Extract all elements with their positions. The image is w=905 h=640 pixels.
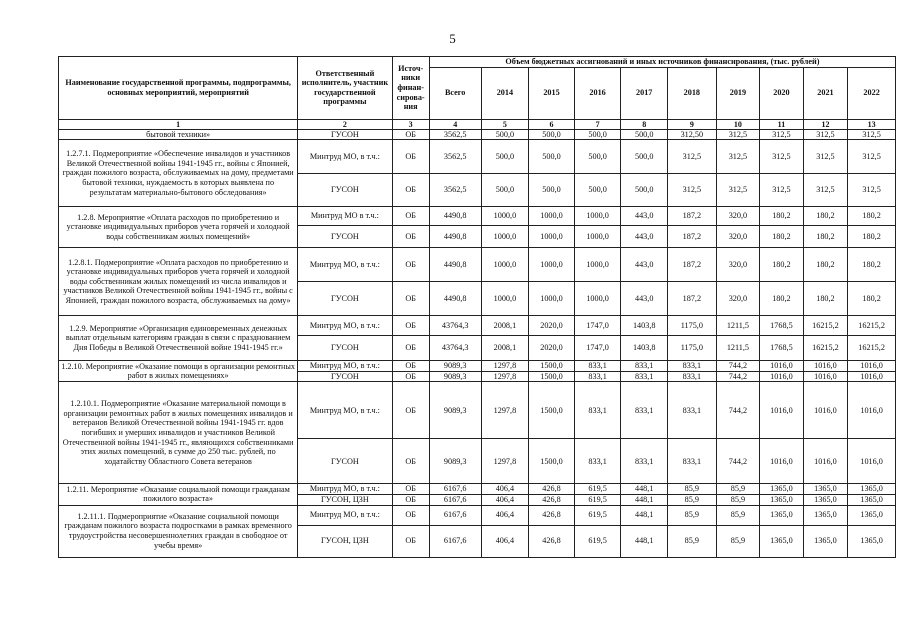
table-row xyxy=(59,505,896,525)
year-value-cell: 1016,0 xyxy=(760,439,804,484)
year-value-cell: 187,2 xyxy=(668,282,717,316)
program-name-cell: 1.2.11.1. Подмероприятие «Оказание социальной помощи гражданам пожилого возраста подростками в рамках временного трудоустройства несовершеннолетних граждан в свободное от учебы время» xyxy=(59,505,298,557)
header-year: 2016 xyxy=(574,67,621,119)
year-value-cell: 312,5 xyxy=(668,140,717,174)
year-value-cell: 443,0 xyxy=(621,248,668,282)
year-value-cell: 16215,2 xyxy=(848,316,896,336)
year-value-cell: 833,1 xyxy=(574,371,621,382)
total-value-cell: 6167,6 xyxy=(429,505,481,525)
source-cell: ОБ xyxy=(392,226,429,248)
year-value-cell: 85,9 xyxy=(668,484,717,495)
year-value-cell: 1016,0 xyxy=(803,371,848,382)
executor-cell: ГУСОН, ЦЗН xyxy=(298,494,392,505)
year-value-cell: 85,9 xyxy=(716,505,760,525)
program-name-cell: 1.2.10. Мероприятие «Оказание помощи в организации ремонтных работ в жилых помещениях» xyxy=(59,361,298,382)
year-value-cell: 1000,0 xyxy=(574,282,621,316)
year-value-cell: 320,0 xyxy=(716,248,760,282)
year-value-cell: 1297,8 xyxy=(481,361,529,372)
executor-cell: Минтруд МО, в т.ч.: xyxy=(298,361,392,372)
year-value-cell: 1016,0 xyxy=(803,361,848,372)
year-value-cell: 180,2 xyxy=(760,207,804,226)
executor-cell: ГУСОН xyxy=(298,282,392,316)
executor-cell: ГУСОН xyxy=(298,336,392,361)
year-value-cell: 85,9 xyxy=(668,505,717,525)
year-value-cell: 312,5 xyxy=(668,174,717,207)
year-value-cell: 500,0 xyxy=(574,129,621,140)
year-value-cell: 1297,8 xyxy=(481,439,529,484)
year-value-cell: 500,0 xyxy=(529,140,575,174)
year-value-cell: 85,9 xyxy=(716,525,760,557)
year-value-cell: 833,1 xyxy=(668,382,717,439)
column-numbers-row xyxy=(59,119,896,129)
year-value-cell: 406,4 xyxy=(481,525,529,557)
year-value-cell: 1297,8 xyxy=(481,371,529,382)
year-value-cell: 180,2 xyxy=(848,282,896,316)
year-value-cell: 1365,0 xyxy=(848,484,896,495)
year-value-cell: 1000,0 xyxy=(529,282,575,316)
source-cell: ОБ xyxy=(392,371,429,382)
executor-cell: Минтруд МО, в т.ч.: xyxy=(298,505,392,525)
year-value-cell: 1747,0 xyxy=(574,336,621,361)
total-value-cell: 9089,3 xyxy=(429,371,481,382)
year-value-cell: 312,5 xyxy=(803,140,848,174)
column-number: 3 xyxy=(392,119,429,129)
year-value-cell: 16215,2 xyxy=(803,316,848,336)
year-value-cell: 1211,5 xyxy=(716,316,760,336)
executor-cell: ГУСОН xyxy=(298,226,392,248)
program-name-cell: бытовой техники» xyxy=(59,129,298,140)
year-value-cell: 187,2 xyxy=(668,226,717,248)
header-executor: Ответственный исполнитель, участник государственной программы xyxy=(298,57,392,120)
year-value-cell: 1175,0 xyxy=(668,316,717,336)
year-value-cell: 1365,0 xyxy=(760,525,804,557)
year-value-cell: 619,5 xyxy=(574,484,621,495)
source-cell: ОБ xyxy=(392,140,429,174)
year-value-cell: 448,1 xyxy=(621,505,668,525)
table-row xyxy=(59,361,896,372)
year-value-cell: 448,1 xyxy=(621,525,668,557)
year-value-cell: 1016,0 xyxy=(803,439,848,484)
total-value-cell: 43764,3 xyxy=(429,316,481,336)
header-year: 2022 xyxy=(848,67,896,119)
year-value-cell: 619,5 xyxy=(574,525,621,557)
budget-table xyxy=(58,56,896,558)
executor-cell: Минтруд МО, в т.ч.: xyxy=(298,382,392,439)
year-value-cell: 180,2 xyxy=(803,282,848,316)
executor-cell: Минтруд МО в т.ч.: xyxy=(298,207,392,226)
year-value-cell: 744,2 xyxy=(716,382,760,439)
year-value-cell: 426,8 xyxy=(529,494,575,505)
executor-cell: ГУСОН xyxy=(298,371,392,382)
executor-cell: Минтруд МО, в т.ч.: xyxy=(298,484,392,495)
year-value-cell: 500,0 xyxy=(621,140,668,174)
year-value-cell: 1175,0 xyxy=(668,336,717,361)
column-number: 9 xyxy=(668,119,717,129)
year-value-cell: 1000,0 xyxy=(529,248,575,282)
year-value-cell: 1500,0 xyxy=(529,361,575,372)
program-name-cell: 1.2.8.1. Подмероприятие «Оплата расходов по приобретению и установке индивидуальных приборов учета горячей и холодной воды собственникам жилых помещений из числа инвалидов и участников Великой Отечественной войны 1941-1945 гг., войны с Японией, граждан пожилого возраста, обслуживаемых на дому» xyxy=(59,248,298,316)
total-value-cell: 4490,8 xyxy=(429,248,481,282)
header-year: 2018 xyxy=(668,67,717,119)
year-value-cell: 1365,0 xyxy=(848,525,896,557)
year-value-cell: 180,2 xyxy=(760,248,804,282)
column-number: 11 xyxy=(760,119,804,129)
table-row xyxy=(59,382,896,439)
year-value-cell: 1000,0 xyxy=(529,207,575,226)
total-value-cell: 4490,8 xyxy=(429,207,481,226)
year-value-cell: 1365,0 xyxy=(803,484,848,495)
year-value-cell: 406,4 xyxy=(481,505,529,525)
year-value-cell: 1297,8 xyxy=(481,382,529,439)
year-value-cell: 312,5 xyxy=(760,174,804,207)
year-value-cell: 1768,5 xyxy=(760,336,804,361)
year-value-cell: 619,5 xyxy=(574,505,621,525)
executor-cell: Минтруд МО, в т.ч.: xyxy=(298,140,392,174)
year-value-cell: 1365,0 xyxy=(803,494,848,505)
year-value-cell: 833,1 xyxy=(668,371,717,382)
year-value-cell: 1365,0 xyxy=(760,494,804,505)
year-value-cell: 1365,0 xyxy=(760,484,804,495)
year-value-cell: 619,5 xyxy=(574,494,621,505)
program-name-cell: 1.2.7.1. Подмероприятие «Обеспечение инвалидов и участников Великой Отечественной войны 1941-1945 гг., войны с Японией, граждан пожилого возраста, обслуживаемых на дому, предметами бытовой техники, нуждаемость в которых выявлена по результатам материально-бытового обследования» xyxy=(59,140,298,207)
year-value-cell: 833,1 xyxy=(574,382,621,439)
year-value-cell: 16215,2 xyxy=(848,336,896,361)
year-value-cell: 443,0 xyxy=(621,282,668,316)
source-cell: ОБ xyxy=(392,505,429,525)
header-year: 2014 xyxy=(481,67,529,119)
table-row xyxy=(59,207,896,226)
year-value-cell: 1365,0 xyxy=(848,494,896,505)
total-value-cell: 9089,3 xyxy=(429,361,481,372)
header-year: Всего xyxy=(429,67,481,119)
year-value-cell: 312,5 xyxy=(848,140,896,174)
year-value-cell: 1211,5 xyxy=(716,336,760,361)
year-value-cell: 833,1 xyxy=(621,439,668,484)
year-value-cell: 312,5 xyxy=(760,129,804,140)
year-value-cell: 1365,0 xyxy=(803,525,848,557)
column-number: 1 xyxy=(59,119,298,129)
year-value-cell: 1500,0 xyxy=(529,371,575,382)
year-value-cell: 744,2 xyxy=(716,361,760,372)
year-value-cell: 1016,0 xyxy=(803,382,848,439)
year-value-cell: 180,2 xyxy=(803,248,848,282)
total-value-cell: 6167,6 xyxy=(429,525,481,557)
total-value-cell: 43764,3 xyxy=(429,336,481,361)
year-value-cell: 443,0 xyxy=(621,207,668,226)
year-value-cell: 180,2 xyxy=(803,207,848,226)
year-value-cell: 180,2 xyxy=(848,226,896,248)
year-value-cell: 85,9 xyxy=(716,494,760,505)
total-value-cell: 4490,8 xyxy=(429,226,481,248)
year-value-cell: 426,8 xyxy=(529,525,575,557)
table-row xyxy=(59,140,896,174)
header-source: Источ-ники финан-сирова-ния xyxy=(392,57,429,120)
year-value-cell: 500,0 xyxy=(621,129,668,140)
column-number: 8 xyxy=(621,119,668,129)
program-name-cell: 1.2.10.1. Подмероприятие «Оказание материальной помощи в организации ремонтных работ в жилых помещениях инвалидов и ветеранов Великой Отечественной войны 1941-1945 гг. вдов погибших и умерших инвалидов и участников Великой Отечественной войны 1941-1945 гг., являющихся собственниками этих жилых помещений, в сумме до 250 тыс. рублей, по ходатайству Областного Совета ветеранов xyxy=(59,382,298,484)
column-number: 4 xyxy=(429,119,481,129)
source-cell: ОБ xyxy=(392,129,429,140)
column-number: 5 xyxy=(481,119,529,129)
year-value-cell: 312,5 xyxy=(716,140,760,174)
source-cell: ОБ xyxy=(392,248,429,282)
year-value-cell: 833,1 xyxy=(668,361,717,372)
year-value-cell: 406,4 xyxy=(481,484,529,495)
year-value-cell: 1000,0 xyxy=(481,207,529,226)
column-number: 13 xyxy=(848,119,896,129)
year-value-cell: 744,2 xyxy=(716,371,760,382)
column-number: 12 xyxy=(803,119,848,129)
year-value-cell: 500,0 xyxy=(574,174,621,207)
year-value-cell: 1016,0 xyxy=(848,439,896,484)
year-value-cell: 312,50 xyxy=(668,129,717,140)
year-value-cell: 312,5 xyxy=(848,129,896,140)
year-value-cell: 1016,0 xyxy=(848,382,896,439)
year-value-cell: 1500,0 xyxy=(529,439,575,484)
year-value-cell: 500,0 xyxy=(481,129,529,140)
year-value-cell: 833,1 xyxy=(621,361,668,372)
source-cell: ОБ xyxy=(392,439,429,484)
year-value-cell: 1768,5 xyxy=(760,316,804,336)
table-row xyxy=(59,316,896,336)
header-name: Наименование государственной программы, подпрограммы, основных мероприятий, мероприятий xyxy=(59,57,298,120)
year-value-cell: 320,0 xyxy=(716,207,760,226)
year-value-cell: 180,2 xyxy=(760,282,804,316)
year-value-cell: 833,1 xyxy=(574,439,621,484)
column-number: 2 xyxy=(298,119,392,129)
year-value-cell: 180,2 xyxy=(803,226,848,248)
page-number: 5 xyxy=(449,31,456,46)
year-value-cell: 312,5 xyxy=(803,129,848,140)
year-value-cell: 1000,0 xyxy=(481,282,529,316)
source-cell: ОБ xyxy=(392,382,429,439)
year-value-cell: 2008,1 xyxy=(481,336,529,361)
year-value-cell: 1403,8 xyxy=(621,316,668,336)
year-value-cell: 85,9 xyxy=(716,484,760,495)
source-cell: ОБ xyxy=(392,316,429,336)
year-value-cell: 426,8 xyxy=(529,505,575,525)
column-number: 7 xyxy=(574,119,621,129)
year-value-cell: 2008,1 xyxy=(481,316,529,336)
source-cell: ОБ xyxy=(392,282,429,316)
year-value-cell: 1000,0 xyxy=(529,226,575,248)
total-value-cell: 3562,5 xyxy=(429,140,481,174)
year-value-cell: 426,8 xyxy=(529,484,575,495)
year-value-cell: 312,5 xyxy=(716,129,760,140)
source-cell: ОБ xyxy=(392,494,429,505)
executor-cell: ГУСОН xyxy=(298,174,392,207)
year-value-cell: 1500,0 xyxy=(529,382,575,439)
table-row xyxy=(59,484,896,495)
year-value-cell: 500,0 xyxy=(621,174,668,207)
year-value-cell: 1016,0 xyxy=(760,371,804,382)
source-cell: ОБ xyxy=(392,207,429,226)
year-value-cell: 312,5 xyxy=(848,174,896,207)
year-value-cell: 500,0 xyxy=(481,140,529,174)
total-value-cell: 9089,3 xyxy=(429,382,481,439)
source-cell: ОБ xyxy=(392,361,429,372)
year-value-cell: 1365,0 xyxy=(803,505,848,525)
year-value-cell: 500,0 xyxy=(529,174,575,207)
year-value-cell: 500,0 xyxy=(481,174,529,207)
year-value-cell: 833,1 xyxy=(621,382,668,439)
executor-cell: Минтруд МО, в т.ч.: xyxy=(298,316,392,336)
year-value-cell: 1016,0 xyxy=(848,371,896,382)
year-value-cell: 744,2 xyxy=(716,439,760,484)
header-year: 2017 xyxy=(621,67,668,119)
header-budget-group: Объем бюджетных ассигнований и иных источников финансирования, (тыс. рублей) xyxy=(429,57,895,68)
year-value-cell: 1000,0 xyxy=(574,248,621,282)
year-value-cell: 2020,0 xyxy=(529,316,575,336)
table-row xyxy=(59,248,896,282)
table-row xyxy=(59,129,896,140)
year-value-cell: 1365,0 xyxy=(760,505,804,525)
column-number: 6 xyxy=(529,119,575,129)
total-value-cell: 6167,6 xyxy=(429,484,481,495)
total-value-cell: 9089,3 xyxy=(429,439,481,484)
year-value-cell: 312,5 xyxy=(760,140,804,174)
year-value-cell: 500,0 xyxy=(529,129,575,140)
year-value-cell: 406,4 xyxy=(481,494,529,505)
year-value-cell: 1000,0 xyxy=(481,226,529,248)
year-value-cell: 833,1 xyxy=(621,371,668,382)
year-value-cell: 500,0 xyxy=(574,140,621,174)
total-value-cell: 6167,6 xyxy=(429,494,481,505)
source-cell: ОБ xyxy=(392,174,429,207)
column-number: 10 xyxy=(716,119,760,129)
year-value-cell: 448,1 xyxy=(621,494,668,505)
year-value-cell: 180,2 xyxy=(760,226,804,248)
executor-cell: Минтруд МО, в т.ч.: xyxy=(298,248,392,282)
year-value-cell: 320,0 xyxy=(716,282,760,316)
program-name-cell: 1.2.11. Мероприятие «Оказание социальной помощи гражданам пожилого возраста» xyxy=(59,484,298,505)
year-value-cell: 2020,0 xyxy=(529,336,575,361)
year-value-cell: 1016,0 xyxy=(760,361,804,372)
header-year: 2015 xyxy=(529,67,575,119)
year-value-cell: 448,1 xyxy=(621,484,668,495)
year-value-cell: 180,2 xyxy=(848,207,896,226)
year-value-cell: 85,9 xyxy=(668,494,717,505)
year-value-cell: 1365,0 xyxy=(848,505,896,525)
year-value-cell: 16215,2 xyxy=(803,336,848,361)
executor-cell: ГУСОН xyxy=(298,129,392,140)
header-year: 2020 xyxy=(760,67,804,119)
table-body xyxy=(59,129,896,557)
year-value-cell: 1000,0 xyxy=(574,226,621,248)
header-year: 2021 xyxy=(803,67,848,119)
executor-cell: ГУСОН xyxy=(298,439,392,484)
program-name-cell: 1.2.9. Мероприятие «Организация единовременных денежных выплат отдельным категориям граждан в связи с празднованием Дня Победы в Великой Отечественной войне 1941-1945 гг.» xyxy=(59,316,298,361)
year-value-cell: 1403,8 xyxy=(621,336,668,361)
source-cell: ОБ xyxy=(392,336,429,361)
executor-cell: ГУСОН, ЦЗН xyxy=(298,525,392,557)
year-value-cell: 1000,0 xyxy=(481,248,529,282)
source-cell: ОБ xyxy=(392,525,429,557)
table-header xyxy=(59,57,896,130)
year-value-cell: 85,9 xyxy=(668,525,717,557)
year-value-cell: 1016,0 xyxy=(848,361,896,372)
year-value-cell: 187,2 xyxy=(668,248,717,282)
year-value-cell: 1016,0 xyxy=(760,382,804,439)
header-year: 2019 xyxy=(716,67,760,119)
program-name-cell: 1.2.8. Мероприятие «Оплата расходов по приобретению и установке индивидуальных приборов учета горячей и холодной воды собственникам жилых помещений» xyxy=(59,207,298,248)
total-value-cell: 3562,5 xyxy=(429,129,481,140)
year-value-cell: 1747,0 xyxy=(574,316,621,336)
total-value-cell: 3562,5 xyxy=(429,174,481,207)
total-value-cell: 4490,8 xyxy=(429,282,481,316)
year-value-cell: 833,1 xyxy=(574,361,621,372)
source-cell: ОБ xyxy=(392,484,429,495)
year-value-cell: 1000,0 xyxy=(574,207,621,226)
year-value-cell: 180,2 xyxy=(848,248,896,282)
year-value-cell: 833,1 xyxy=(668,439,717,484)
year-value-cell: 320,0 xyxy=(716,226,760,248)
year-value-cell: 312,5 xyxy=(803,174,848,207)
year-value-cell: 187,2 xyxy=(668,207,717,226)
year-value-cell: 443,0 xyxy=(621,226,668,248)
year-value-cell: 312,5 xyxy=(716,174,760,207)
